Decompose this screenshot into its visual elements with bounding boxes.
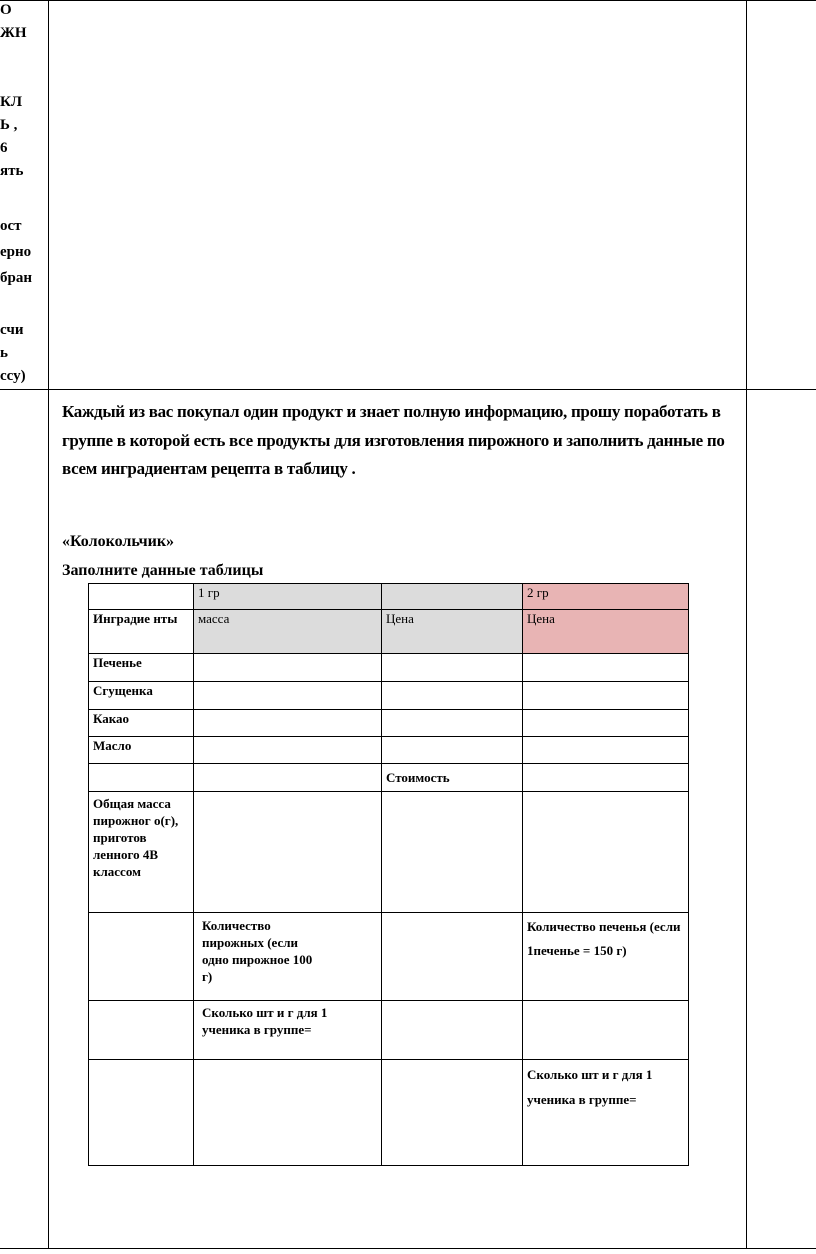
table-row bbox=[89, 764, 689, 792]
group2-header: 2 гр bbox=[523, 584, 689, 610]
table-row bbox=[89, 792, 689, 913]
ingredient-cell: Печенье bbox=[89, 654, 194, 682]
left-fragment: 6 bbox=[0, 140, 8, 156]
table-row bbox=[89, 737, 689, 764]
recipe-name: «Колокольчик» bbox=[62, 533, 175, 550]
table-cell[interactable] bbox=[382, 1060, 523, 1166]
table-cell[interactable] bbox=[523, 682, 689, 710]
right-column-border bbox=[746, 0, 747, 1249]
intro-paragraph: Каждый из вас покупал один продукт и знает полную информацию, прошу поработать в группе в которой есть все продукты для изготовления пирожного и заполнить данные по всем инградиентам рецепта в таблицу . bbox=[62, 402, 725, 478]
left-column-border bbox=[48, 0, 49, 1249]
table-cell bbox=[89, 1001, 194, 1060]
ingredients-table bbox=[88, 583, 689, 1166]
left-fragment: ЖН bbox=[0, 25, 27, 41]
table-cell bbox=[89, 1060, 194, 1166]
table-cell[interactable] bbox=[523, 710, 689, 737]
mass-column-header: масса bbox=[194, 610, 382, 654]
table-cell[interactable] bbox=[382, 792, 523, 913]
price2-column-header: Цена bbox=[523, 610, 689, 654]
left-fragment: КЛ bbox=[0, 94, 23, 110]
per-student-label-1: Сколько шт и г для 1 ученика в группе= bbox=[194, 1001, 382, 1060]
table-cell bbox=[89, 584, 194, 610]
table-cell[interactable] bbox=[194, 682, 382, 710]
left-fragment: О bbox=[0, 2, 12, 18]
left-fragment: Ь , bbox=[0, 117, 18, 133]
ingredient-cell: Какао bbox=[89, 710, 194, 737]
top-border bbox=[0, 0, 816, 1]
per-student-label-2: Сколько шт и г для 1 ученика в группе= bbox=[523, 1060, 689, 1166]
table-cell[interactable] bbox=[523, 792, 689, 913]
table-row bbox=[89, 1060, 689, 1166]
left-fragment: ять bbox=[0, 163, 24, 179]
left-fragment: ссу) bbox=[0, 368, 26, 384]
cakes-count-label: Количество пирожных (если одно пирожное 100 г) bbox=[194, 913, 382, 1001]
table-row bbox=[89, 682, 689, 710]
left-fragment: бран bbox=[0, 270, 32, 286]
group1-header: 1 гр bbox=[194, 584, 382, 610]
table-cell[interactable] bbox=[382, 737, 523, 764]
left-fragment: ост bbox=[0, 218, 22, 234]
ingredient-cell: Масло bbox=[89, 737, 194, 764]
table-row bbox=[89, 610, 689, 654]
left-fragment: ерно bbox=[0, 244, 32, 260]
cookies-count-label: Количество печенья (если 1печенье = 150 г) bbox=[523, 913, 689, 1001]
table-row bbox=[89, 710, 689, 737]
table-cell[interactable] bbox=[523, 1001, 689, 1060]
table-cell[interactable] bbox=[523, 764, 689, 792]
table-cell[interactable] bbox=[194, 654, 382, 682]
section-divider bbox=[0, 389, 816, 390]
price-column-header: Цена bbox=[382, 610, 523, 654]
table-row bbox=[89, 654, 689, 682]
table-cell[interactable] bbox=[382, 682, 523, 710]
table-cell bbox=[89, 913, 194, 1001]
table-cell[interactable] bbox=[382, 1001, 523, 1060]
left-fragment: ь bbox=[0, 345, 8, 361]
ingredients-column-header: Инградие нты bbox=[89, 610, 194, 654]
left-fragment: счи bbox=[0, 322, 24, 338]
table-cell[interactable] bbox=[194, 737, 382, 764]
ingredient-cell: Сгущенка bbox=[89, 682, 194, 710]
cost-label: Стоимость bbox=[382, 764, 523, 792]
table-cell[interactable] bbox=[382, 710, 523, 737]
table-row bbox=[89, 584, 689, 610]
table-cell[interactable] bbox=[194, 1060, 382, 1166]
table-cell bbox=[194, 764, 382, 792]
table-cell[interactable] bbox=[194, 792, 382, 913]
table-cell bbox=[382, 584, 523, 610]
table-cell[interactable] bbox=[523, 737, 689, 764]
table-cell[interactable] bbox=[382, 654, 523, 682]
table-caption: Заполните данные таблицы bbox=[62, 562, 264, 579]
table-cell[interactable] bbox=[382, 913, 523, 1001]
table-cell[interactable] bbox=[194, 710, 382, 737]
bottom-border bbox=[0, 1248, 816, 1249]
total-mass-label: Общая масса пирожног о(г), приготов ленного 4В классом bbox=[89, 792, 194, 913]
table-cell bbox=[89, 764, 194, 792]
table-row bbox=[89, 1001, 689, 1060]
table-cell[interactable] bbox=[523, 654, 689, 682]
table-row bbox=[89, 913, 689, 1001]
